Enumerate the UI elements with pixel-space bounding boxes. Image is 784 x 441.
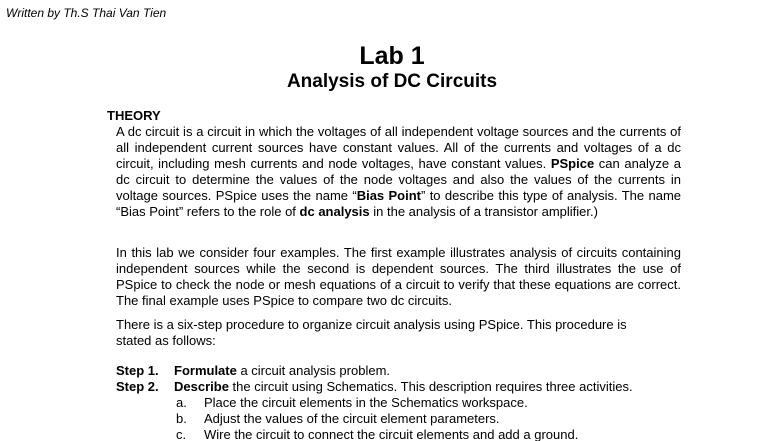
p3-text: There is a six-step procedure to organize circuit analysis using PSpice. This procedure is stated as follows: bbox=[116, 317, 627, 349]
p1-text-1: A dc circuit is a circuit in which the voltages of all independent voltage sources and the currents of all independent current sources have constant values. All of the currents and voltages of a dc circuit, including mesh currents and node voltages, have constant values. bbox=[116, 124, 681, 172]
substep-label: b. bbox=[176, 411, 187, 426]
p1-text-4: in the analysis of a transistor amplifier.) bbox=[369, 204, 598, 220]
step-rest: the circuit using Schematics. This description requires three activities. bbox=[228, 379, 633, 394]
step-verb: Formulate bbox=[174, 363, 237, 378]
theory-paragraph-2: In this lab we consider four examples. The first example illustrates analysis of circuits containing independent sources while the second is dependent sources. The third illustrates the use of PSpice to check the node or mesh equations of a circuit to verify that these equations are correct. The final example uses PSpice to compare two dc circuits. bbox=[116, 245, 681, 309]
theory-paragraph-1 bbox=[116, 124, 681, 221]
procedure-steps bbox=[116, 363, 716, 441]
substep-label: c. bbox=[176, 427, 187, 441]
substep-text: Wire the circuit to connect the circuit elements and add a ground. bbox=[204, 427, 579, 441]
substep-label: a. bbox=[176, 395, 187, 410]
substep-item bbox=[116, 411, 716, 427]
p1-bold-pspice: PSpice bbox=[550, 156, 595, 172]
author-line: Written by Th.S Thai Van Tien bbox=[6, 6, 167, 20]
section-heading-theory: THEORY bbox=[107, 108, 161, 123]
step-item bbox=[116, 363, 716, 379]
step-body bbox=[174, 363, 716, 379]
substep-text: Place the circuit elements in the Schematics workspace. bbox=[204, 395, 528, 410]
step-body bbox=[174, 379, 716, 395]
theory-paragraph-3 bbox=[116, 317, 681, 349]
step-verb: Describe bbox=[174, 379, 229, 394]
p1-text-2: can analyze a dc circuit to determine the values of the node voltages and also the values of the currents in voltage sources. PSpice uses the name “ bbox=[116, 156, 681, 204]
page-subtitle: Analysis of DC Circuits bbox=[286, 71, 498, 92]
step-rest: a circuit analysis problem. bbox=[236, 363, 391, 378]
substep-item bbox=[116, 395, 716, 411]
page-title: Lab 1 bbox=[359, 42, 425, 70]
p1-text-3: ” to describe this type of analysis. The name “Bias Point” refers to the role of bbox=[116, 188, 681, 220]
step-item bbox=[116, 379, 716, 395]
step-label: Step 2. bbox=[116, 379, 159, 394]
substep-item bbox=[116, 427, 716, 441]
substep-text: Adjust the values of the circuit element parameters. bbox=[204, 411, 500, 426]
step-label: Step 1. bbox=[116, 363, 159, 378]
p1-bold-dc-analysis: dc analysis bbox=[299, 204, 370, 220]
p1-bold-bias-point: Bias Point bbox=[356, 188, 422, 204]
